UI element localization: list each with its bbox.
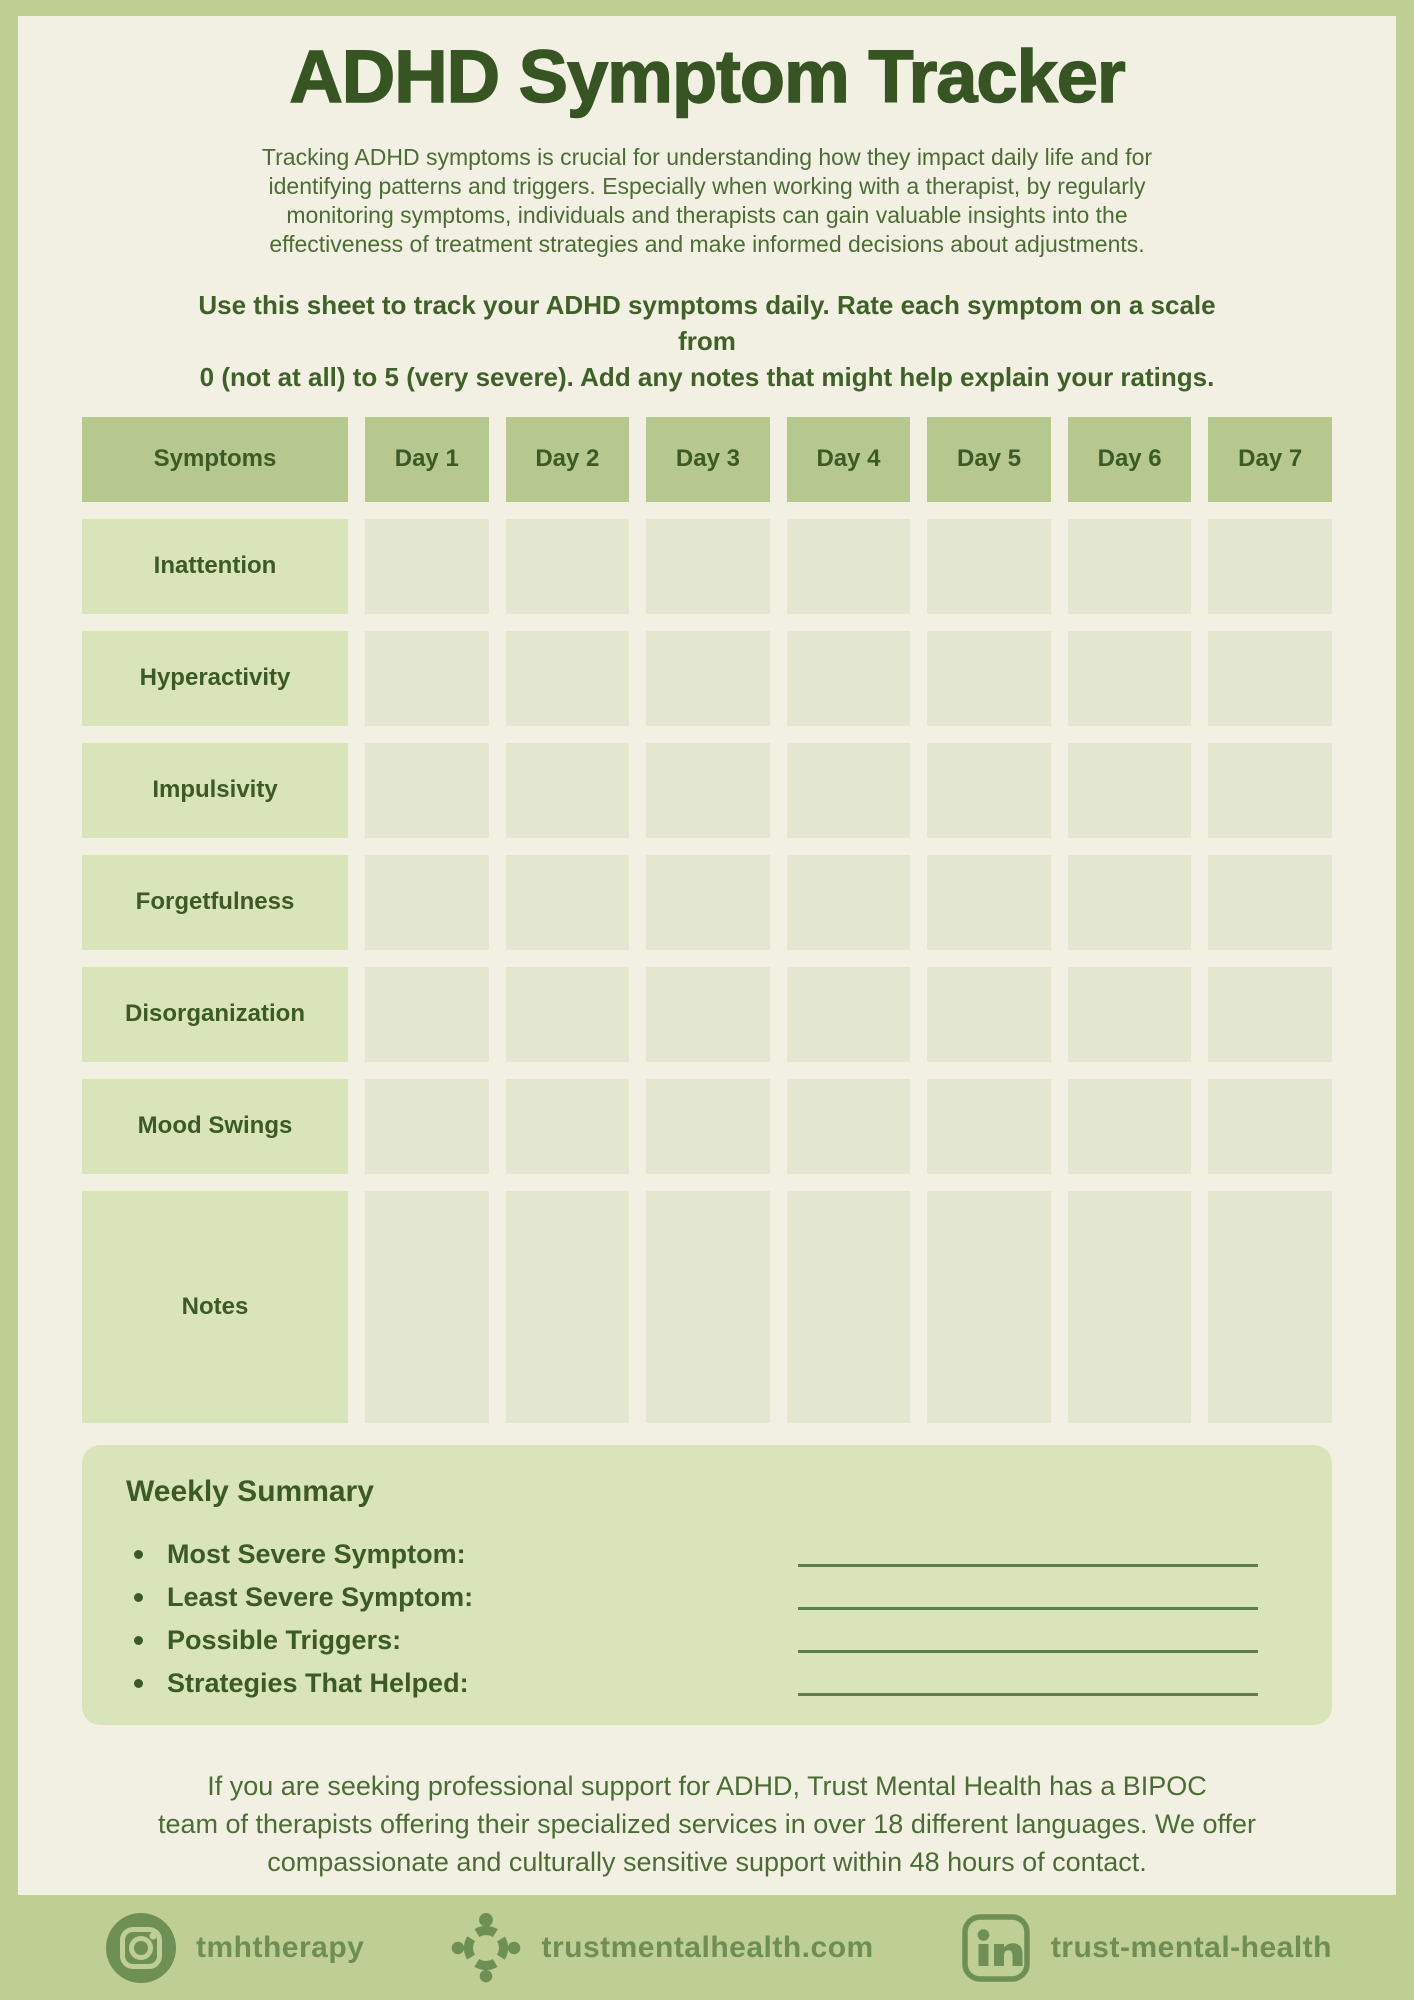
summary-item-least-severe	[126, 1576, 1288, 1619]
weekly-summary-heading: Weekly Summary	[126, 1474, 374, 1508]
fill-in-line[interactable]	[798, 1650, 1258, 1653]
bullet-icon	[134, 1679, 143, 1688]
summary-item-most-severe	[126, 1533, 1288, 1576]
day-cell-empty[interactable]	[1068, 1079, 1192, 1174]
intro-line: effectiveness of treatment strategies and make informed decisions about adjustments.	[269, 230, 1145, 257]
day-cell-empty[interactable]	[646, 519, 770, 614]
people-circle-icon	[451, 1913, 521, 1983]
day-cell-empty[interactable]	[927, 967, 1051, 1062]
day-cell-empty[interactable]	[787, 967, 911, 1062]
column-header-day2: Day 2	[506, 417, 630, 502]
instagram-icon	[106, 1913, 176, 1983]
day-cell-empty[interactable]	[506, 743, 630, 838]
day-cell-empty[interactable]	[927, 1191, 1051, 1423]
day-cell-empty[interactable]	[1068, 519, 1192, 614]
bullet-icon	[134, 1593, 143, 1602]
day-cell-empty[interactable]	[1068, 855, 1192, 950]
bullet-icon	[134, 1636, 143, 1645]
instruction-line: Use this sheet to track your ADHD symptoms daily. Rate each symptom on a scale from	[198, 289, 1216, 356]
day-cell-empty[interactable]	[787, 519, 911, 614]
day-cell-empty[interactable]	[506, 855, 630, 950]
day-cell-empty[interactable]	[646, 1191, 770, 1423]
outro-line: If you are seeking professional support for ADHD, Trust Mental Health has a BIPOC	[207, 1770, 1207, 1801]
social-label: tmhtherapy	[196, 1930, 365, 1964]
day-cell-empty[interactable]	[365, 519, 489, 614]
column-header-day1: Day 1	[365, 417, 489, 502]
weekly-summary-list	[126, 1533, 1288, 1705]
day-cell-empty[interactable]	[927, 855, 1051, 950]
instruction-line: 0 (not at all) to 5 (very severe). Add any notes that might help explain your ratings.	[199, 361, 1215, 392]
footer	[0, 1895, 1414, 2000]
day-cell-empty[interactable]	[1208, 519, 1332, 614]
weekly-summary-card	[82, 1445, 1332, 1725]
social-label: trust-mental-health	[1050, 1930, 1332, 1964]
fill-in-line[interactable]	[798, 1693, 1258, 1696]
day-cell-empty[interactable]	[1208, 631, 1332, 726]
bullet-icon	[134, 1550, 143, 1559]
day-cell-empty[interactable]	[506, 519, 630, 614]
intro-line: monitoring symptoms, individuals and therapists can gain valuable insights into the	[286, 201, 1128, 228]
column-header-day7: Day 7	[1208, 417, 1332, 502]
social-label: trustmentalhealth.com	[541, 1930, 874, 1964]
column-header-symptoms: Symptoms	[82, 417, 348, 502]
symptom-row-label-impulsivity: Impulsivity	[82, 743, 348, 838]
summary-item-label: Least Severe Symptom:	[167, 1581, 474, 1612]
day-cell-empty[interactable]	[787, 855, 911, 950]
summary-item-strategies	[126, 1662, 1288, 1705]
day-cell-empty[interactable]	[365, 743, 489, 838]
symptom-row-label-hyperactivity: Hyperactivity	[82, 631, 348, 726]
day-cell-empty[interactable]	[1068, 1191, 1192, 1423]
intro-line: identifying patterns and triggers. Especially when working with a therapist, by regularly	[268, 172, 1146, 199]
day-cell-empty[interactable]	[646, 1079, 770, 1174]
day-cell-empty[interactable]	[927, 1079, 1051, 1174]
notes-row-label: Notes	[82, 1191, 348, 1423]
outro-line: compassionate and culturally sensitive support within 48 hours of contact.	[267, 1846, 1147, 1877]
summary-item-label: Strategies That Helped:	[167, 1667, 469, 1698]
page-title: ADHD Symptom Tracker	[289, 35, 1125, 118]
outro-line: team of therapists offering their specialized services in over 18 different languages. We offer	[157, 1808, 1257, 1839]
social-item-website[interactable]	[451, 1913, 873, 1983]
symptom-row-label-forgetfulness: Forgetfulness	[82, 855, 348, 950]
day-cell-empty[interactable]	[646, 967, 770, 1062]
symptom-row-label-inattention: Inattention	[82, 519, 348, 614]
day-cell-empty[interactable]	[927, 743, 1051, 838]
day-cell-empty[interactable]	[506, 967, 630, 1062]
day-cell-empty[interactable]	[1208, 1079, 1332, 1174]
day-cell-empty[interactable]	[1068, 631, 1192, 726]
outro-paragraph	[87, 1767, 1327, 1881]
social-item-linkedin[interactable]	[961, 1913, 1332, 1983]
day-cell-empty[interactable]	[365, 1079, 489, 1174]
social-item-instagram[interactable]	[106, 1913, 364, 1983]
summary-item-label: Possible Triggers:	[167, 1624, 402, 1655]
day-cell-empty[interactable]	[1068, 967, 1192, 1062]
day-cell-empty[interactable]	[506, 1079, 630, 1174]
sheet	[18, 16, 1396, 1895]
day-cell-empty[interactable]	[646, 743, 770, 838]
symptom-row-label-disorganization: Disorganization	[82, 967, 348, 1062]
column-header-day3: Day 3	[646, 417, 770, 502]
day-cell-empty[interactable]	[787, 1191, 911, 1423]
column-header-day6: Day 6	[1068, 417, 1192, 502]
day-cell-empty[interactable]	[365, 855, 489, 950]
fill-in-line[interactable]	[798, 1564, 1258, 1567]
summary-item-label: Most Severe Symptom:	[167, 1538, 466, 1569]
intro-line: Tracking ADHD symptoms is crucial for understanding how they impact daily life and for	[261, 143, 1153, 170]
day-cell-empty[interactable]	[1068, 743, 1192, 838]
day-cell-empty[interactable]	[1208, 743, 1332, 838]
symptom-row-label-mood-swings: Mood Swings	[82, 1079, 348, 1174]
column-header-day5: Day 5	[927, 417, 1051, 502]
day-cell-empty[interactable]	[646, 855, 770, 950]
instruction-paragraph	[177, 287, 1237, 395]
summary-item-possible-triggers	[126, 1619, 1288, 1662]
day-cell-empty[interactable]	[787, 743, 911, 838]
day-cell-empty[interactable]	[365, 967, 489, 1062]
day-cell-empty[interactable]	[646, 631, 770, 726]
day-cell-empty[interactable]	[365, 1191, 489, 1423]
day-cell-empty[interactable]	[1208, 967, 1332, 1062]
day-cell-empty[interactable]	[365, 631, 489, 726]
intro-paragraph	[192, 143, 1222, 259]
day-cell-empty[interactable]	[506, 631, 630, 726]
day-cell-empty[interactable]	[927, 631, 1051, 726]
day-cell-empty[interactable]	[1208, 855, 1332, 950]
linkedin-icon	[961, 1913, 1031, 1983]
tracker-table	[82, 417, 1332, 1423]
column-header-day4: Day 4	[787, 417, 911, 502]
fill-in-line[interactable]	[798, 1607, 1258, 1610]
day-cell-empty[interactable]	[787, 631, 911, 726]
day-cell-empty[interactable]	[787, 1079, 911, 1174]
day-cell-empty[interactable]	[1208, 1191, 1332, 1423]
day-cell-empty[interactable]	[506, 1191, 630, 1423]
day-cell-empty[interactable]	[927, 519, 1051, 614]
